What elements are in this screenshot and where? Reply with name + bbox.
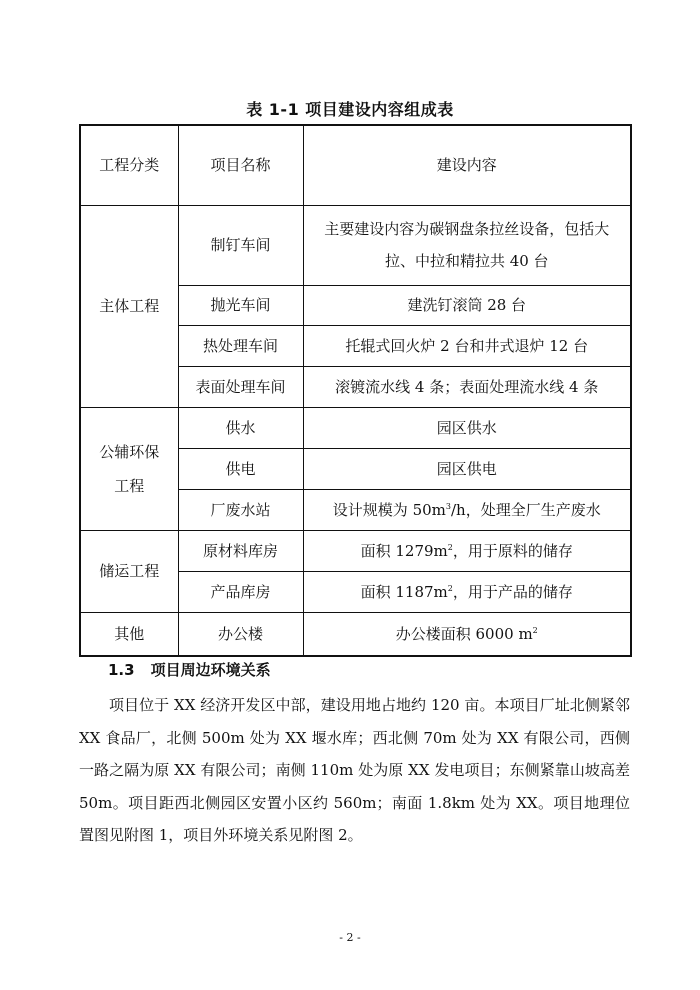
- project-name-cell: 热处理车间: [178, 325, 303, 366]
- project-name-cell: 厂废水站: [178, 489, 303, 530]
- project-name-cell: 供水: [178, 407, 303, 448]
- project-content-cell: 托辊式回火炉 2 台和井式退炉 12 台: [303, 325, 631, 366]
- header-content: 建设内容: [303, 125, 631, 205]
- content-text: 办公楼面积 6000 m: [395, 624, 533, 643]
- category-utilities-environmental: [80, 407, 178, 530]
- project-content-cell: 建洗钉滚筒 28 台: [303, 285, 631, 325]
- header-category: 工程分类: [80, 125, 178, 205]
- project-name-cell: 表面处理车间: [178, 366, 303, 407]
- project-content-cell: [303, 530, 631, 571]
- construction-content-table: [79, 124, 632, 657]
- content-text: /h，处理全厂生产废水: [450, 500, 601, 519]
- project-content-cell: [303, 612, 631, 656]
- page-number: - 2 -: [339, 931, 361, 944]
- content-text: ，用于产品的储存: [452, 582, 573, 601]
- section-number: 1.3: [108, 661, 135, 679]
- table-row: [80, 530, 631, 571]
- header-project-name: 项目名称: [178, 125, 303, 205]
- project-name-cell: 产品库房: [178, 571, 303, 612]
- project-name-cell: 原材料库房: [178, 530, 303, 571]
- content-text: 设计规模为 50m: [332, 500, 446, 519]
- content-text: 面积 1279m: [360, 541, 448, 560]
- project-name-cell: 制钉车间: [178, 205, 303, 285]
- section-heading: [108, 659, 271, 680]
- table-row: [80, 612, 631, 656]
- table-row: [80, 205, 631, 285]
- project-name-cell: 办公楼: [178, 612, 303, 656]
- project-content-cell: 园区供电: [303, 448, 631, 489]
- category-storage-transport: 储运工程: [80, 530, 178, 612]
- project-content-cell: 主要建设内容为碳钢盘条拉丝设备，包括大拉、中拉和精拉共 40 台: [303, 205, 631, 285]
- table-header-row: [80, 125, 631, 205]
- superscript: 2: [447, 583, 453, 593]
- section-title: 项目周边环境关系: [150, 661, 271, 679]
- project-content-cell: 滚镀流水线 4 条；表面处理流水线 4 条: [303, 366, 631, 407]
- table-caption: 表 1-1 项目建设内容组成表: [246, 100, 454, 119]
- table-row: [80, 407, 631, 448]
- category-other: 其他: [80, 612, 178, 656]
- superscript: 3: [445, 501, 451, 511]
- project-content-cell: [303, 489, 631, 530]
- content-text: ，用于原料的储存: [452, 541, 573, 560]
- project-name-cell: 供电: [178, 448, 303, 489]
- category-line-1: 公辅环保: [99, 442, 160, 461]
- project-content-cell: [303, 571, 631, 612]
- superscript: 2: [447, 542, 453, 552]
- content-text: 面积 1187m: [360, 582, 448, 601]
- category-line-2: 工程: [114, 476, 145, 495]
- surroundings-paragraph: 项目位于 XX 经济开发区中部，建设用地占地约 120 亩。本项目厂址北侧紧邻 XX 食品厂，北侧 500m 处为 XX 堰水库；西北侧 70m 处为 XX 有限公司，西侧一路之隔为原 XX 有限公司；南侧 110m 处为原 XX 发电项目；东侧紧靠山坡高差 50m。项目距西北侧园区安置小区约 560m；南面 1.8km 处为 XX。项目地理位置图见附图 1，项目外环境关系见附图 2。: [79, 696, 630, 844]
- project-content-cell: 园区供水: [303, 407, 631, 448]
- superscript: 2: [532, 625, 538, 635]
- project-name-cell: 抛光车间: [178, 285, 303, 325]
- category-main-works: 主体工程: [80, 205, 178, 407]
